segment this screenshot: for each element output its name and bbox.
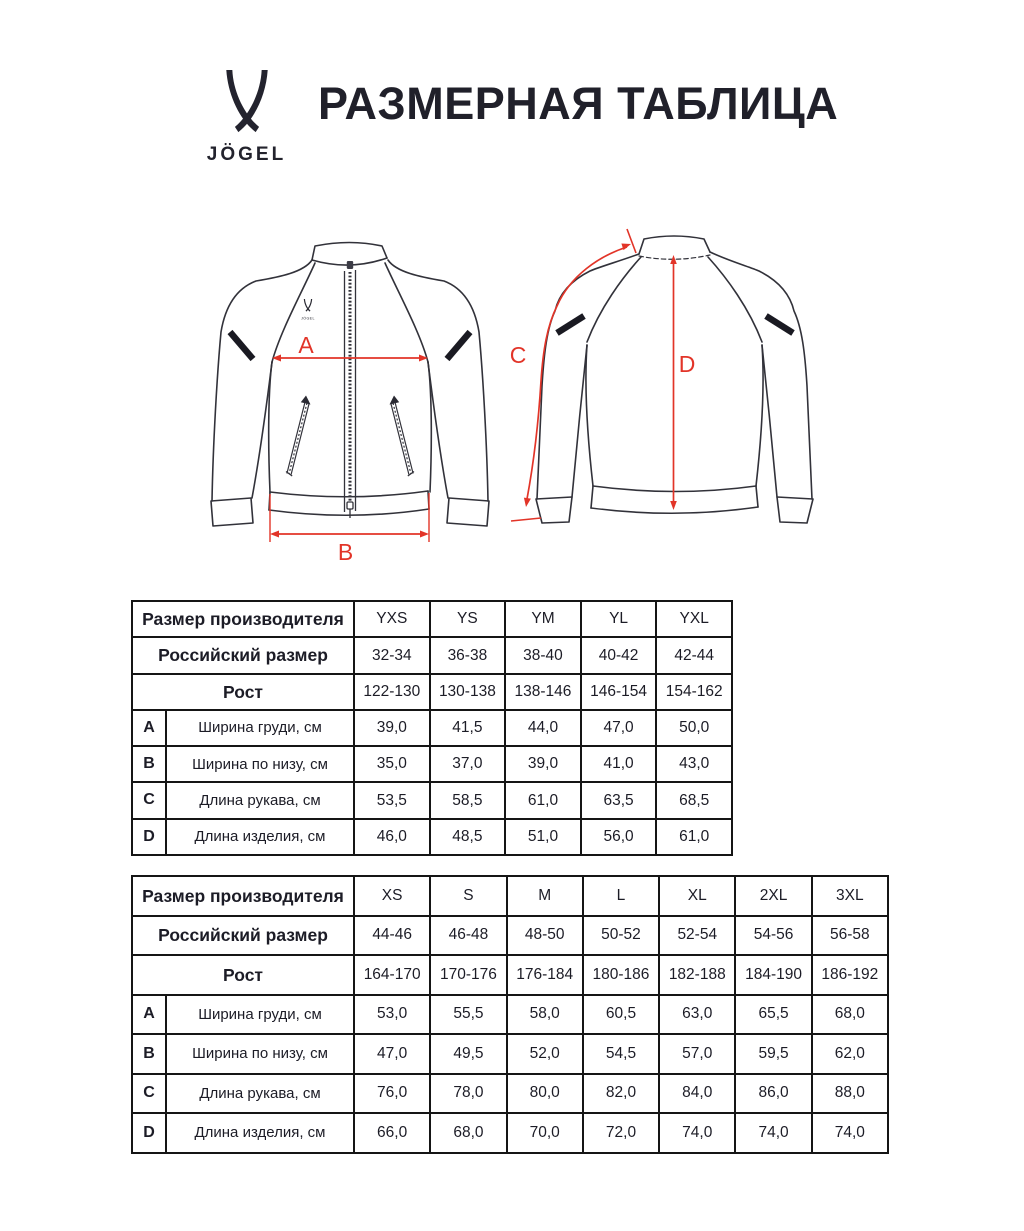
measure-letter-cell: D bbox=[132, 1113, 166, 1153]
measure-value-cell: 70,0 bbox=[507, 1113, 583, 1153]
header-value-cell: 40-42 bbox=[581, 637, 657, 673]
jacket-back-diagram bbox=[500, 220, 840, 570]
measure-value-cell: 53,0 bbox=[354, 995, 430, 1035]
measure-row bbox=[132, 746, 732, 782]
table-header-row bbox=[132, 955, 888, 995]
measure-value-cell: 74,0 bbox=[812, 1113, 888, 1153]
header-value-cell: XL bbox=[659, 876, 735, 916]
header-value-cell: YXS bbox=[354, 601, 430, 637]
measure-value-cell: 68,5 bbox=[656, 782, 732, 818]
measure-value-cell: 72,0 bbox=[583, 1113, 659, 1153]
header-row-label: Рост bbox=[132, 955, 354, 995]
header-value-cell: 122-130 bbox=[354, 674, 430, 710]
header-value-cell: 186-192 bbox=[812, 955, 888, 995]
header-value-cell: 164-170 bbox=[354, 955, 430, 995]
measure-value-cell: 61,0 bbox=[656, 819, 732, 855]
measure-row bbox=[132, 710, 732, 746]
header-value-cell: YL bbox=[581, 601, 657, 637]
measure-value-cell: 80,0 bbox=[507, 1074, 583, 1114]
measure-label-cell: Ширина по низу, см bbox=[166, 746, 354, 782]
measure-value-cell: 58,0 bbox=[507, 995, 583, 1035]
measure-value-cell: 61,0 bbox=[505, 782, 581, 818]
header-value-cell: YXL bbox=[656, 601, 732, 637]
measure-value-cell: 60,5 bbox=[583, 995, 659, 1035]
measure-value-cell: 57,0 bbox=[659, 1034, 735, 1074]
chest-logo-text: JÖGEL bbox=[301, 316, 315, 321]
dim-label-d: D bbox=[678, 351, 696, 377]
measure-value-cell: 48,5 bbox=[430, 819, 506, 855]
header-value-cell: YS bbox=[430, 601, 506, 637]
measure-value-cell: 39,0 bbox=[505, 746, 581, 782]
header-value-cell: 3XL bbox=[812, 876, 888, 916]
header-value-cell: 50-52 bbox=[583, 916, 659, 956]
jacket-back-outline bbox=[536, 236, 813, 523]
measure-row bbox=[132, 1074, 888, 1114]
measure-value-cell: 68,0 bbox=[812, 995, 888, 1035]
measure-value-cell: 54,5 bbox=[583, 1034, 659, 1074]
measure-label-cell: Ширина по низу, см bbox=[166, 1034, 354, 1074]
measure-letter-cell: C bbox=[132, 1074, 166, 1114]
header-value-cell: 46-48 bbox=[430, 916, 506, 956]
measure-value-cell: 63,5 bbox=[581, 782, 657, 818]
measure-value-cell: 76,0 bbox=[354, 1074, 430, 1114]
header-value-cell: 146-154 bbox=[581, 674, 657, 710]
measure-value-cell: 47,0 bbox=[354, 1034, 430, 1074]
measure-row bbox=[132, 995, 888, 1035]
table-header-row bbox=[132, 674, 732, 710]
measure-value-cell: 82,0 bbox=[583, 1074, 659, 1114]
measure-row bbox=[132, 1034, 888, 1074]
header-value-cell: YM bbox=[505, 601, 581, 637]
measure-value-cell: 88,0 bbox=[812, 1074, 888, 1114]
header-value-cell: 182-188 bbox=[659, 955, 735, 995]
header-value-cell: 38-40 bbox=[505, 637, 581, 673]
jogel-logo-icon bbox=[221, 70, 273, 139]
page-title: РАЗМЕРНАЯ ТАБЛИЦА bbox=[318, 78, 839, 129]
measure-value-cell: 41,5 bbox=[430, 710, 506, 746]
measure-value-cell: 84,0 bbox=[659, 1074, 735, 1114]
measure-value-cell: 53,5 bbox=[354, 782, 430, 818]
brand-logo-text: JÖGEL bbox=[206, 144, 287, 165]
measure-value-cell: 62,0 bbox=[812, 1034, 888, 1074]
measure-value-cell: 66,0 bbox=[354, 1113, 430, 1153]
measure-row bbox=[132, 1113, 888, 1153]
measure-label-cell: Ширина груди, см bbox=[166, 995, 354, 1035]
jacket-front-diagram bbox=[180, 220, 520, 570]
measure-letter-cell: A bbox=[132, 995, 166, 1035]
header-row-label: Размер производителя bbox=[132, 876, 354, 916]
measure-value-cell: 50,0 bbox=[656, 710, 732, 746]
header-value-cell: 180-186 bbox=[583, 955, 659, 995]
measure-label-cell: Ширина груди, см bbox=[166, 710, 354, 746]
table-header-row bbox=[132, 876, 888, 916]
measure-letter-cell: D bbox=[132, 819, 166, 855]
dim-label-a: A bbox=[298, 332, 314, 358]
measure-value-cell: 78,0 bbox=[430, 1074, 506, 1114]
measure-value-cell: 47,0 bbox=[581, 710, 657, 746]
zipper-slider bbox=[347, 261, 353, 269]
measure-value-cell: 39,0 bbox=[354, 710, 430, 746]
header-value-cell: 44-46 bbox=[354, 916, 430, 956]
measure-value-cell: 41,0 bbox=[581, 746, 657, 782]
measure-letter-cell: B bbox=[132, 746, 166, 782]
header-value-cell: 48-50 bbox=[507, 916, 583, 956]
measure-value-cell: 65,5 bbox=[735, 995, 811, 1035]
measure-value-cell: 51,0 bbox=[505, 819, 581, 855]
dimension-d bbox=[670, 255, 695, 510]
header-value-cell: 56-58 bbox=[812, 916, 888, 956]
table-header-row bbox=[132, 637, 732, 673]
dim-label-c: C bbox=[509, 342, 527, 368]
header-value-cell: 52-54 bbox=[659, 916, 735, 956]
measure-label-cell: Длина изделия, см bbox=[166, 819, 354, 855]
measure-value-cell: 46,0 bbox=[354, 819, 430, 855]
size-table-youth bbox=[131, 600, 733, 856]
header-value-cell: M bbox=[507, 876, 583, 916]
header-value-cell: 138-146 bbox=[505, 674, 581, 710]
dimension-a bbox=[272, 332, 428, 362]
header-row-label: Российский размер bbox=[132, 637, 354, 673]
measure-letter-cell: C bbox=[132, 782, 166, 818]
brand-logo bbox=[189, 70, 304, 164]
measure-value-cell: 49,5 bbox=[430, 1034, 506, 1074]
header-value-cell: 130-138 bbox=[430, 674, 506, 710]
header-row-label: Рост bbox=[132, 674, 354, 710]
header-value-cell: 2XL bbox=[735, 876, 811, 916]
header-row-label: Российский размер bbox=[132, 916, 354, 956]
measure-value-cell: 35,0 bbox=[354, 746, 430, 782]
dim-label-b: B bbox=[337, 539, 354, 565]
measure-value-cell: 63,0 bbox=[659, 995, 735, 1035]
header-value-cell: 42-44 bbox=[656, 637, 732, 673]
measure-value-cell: 74,0 bbox=[735, 1113, 811, 1153]
measure-row bbox=[132, 782, 732, 818]
header-value-cell: 32-34 bbox=[354, 637, 430, 673]
measure-label-cell: Длина рукава, см bbox=[166, 1074, 354, 1114]
zipper bbox=[345, 261, 356, 518]
measure-value-cell: 86,0 bbox=[735, 1074, 811, 1114]
header-value-cell: 36-38 bbox=[430, 637, 506, 673]
measure-value-cell: 37,0 bbox=[430, 746, 506, 782]
measure-label-cell: Длина изделия, см bbox=[166, 1113, 354, 1153]
table-header-row bbox=[132, 916, 888, 956]
size-table-adult bbox=[131, 875, 889, 1154]
header-value-cell: 170-176 bbox=[430, 955, 506, 995]
header-value-cell: 176-184 bbox=[507, 955, 583, 995]
header-row-label: Размер производителя bbox=[132, 601, 354, 637]
table-header-row bbox=[132, 601, 732, 637]
measure-value-cell: 59,5 bbox=[735, 1034, 811, 1074]
measure-value-cell: 44,0 bbox=[505, 710, 581, 746]
header-value-cell: 54-56 bbox=[735, 916, 811, 956]
chest-logo bbox=[301, 299, 315, 321]
dimension-c bbox=[510, 229, 636, 521]
measure-value-cell: 43,0 bbox=[656, 746, 732, 782]
measure-value-cell: 52,0 bbox=[507, 1034, 583, 1074]
header-value-cell: L bbox=[583, 876, 659, 916]
header-value-cell: XS bbox=[354, 876, 430, 916]
measure-value-cell: 58,5 bbox=[430, 782, 506, 818]
header-value-cell: 154-162 bbox=[656, 674, 732, 710]
measure-value-cell: 68,0 bbox=[430, 1113, 506, 1153]
measure-value-cell: 55,5 bbox=[430, 995, 506, 1035]
header-value-cell: S bbox=[430, 876, 506, 916]
measure-label-cell: Длина рукава, см bbox=[166, 782, 354, 818]
header-value-cell: 184-190 bbox=[735, 955, 811, 995]
measure-value-cell: 56,0 bbox=[581, 819, 657, 855]
measure-letter-cell: B bbox=[132, 1034, 166, 1074]
measure-value-cell: 74,0 bbox=[659, 1113, 735, 1153]
measure-letter-cell: A bbox=[132, 710, 166, 746]
measure-row bbox=[132, 819, 732, 855]
